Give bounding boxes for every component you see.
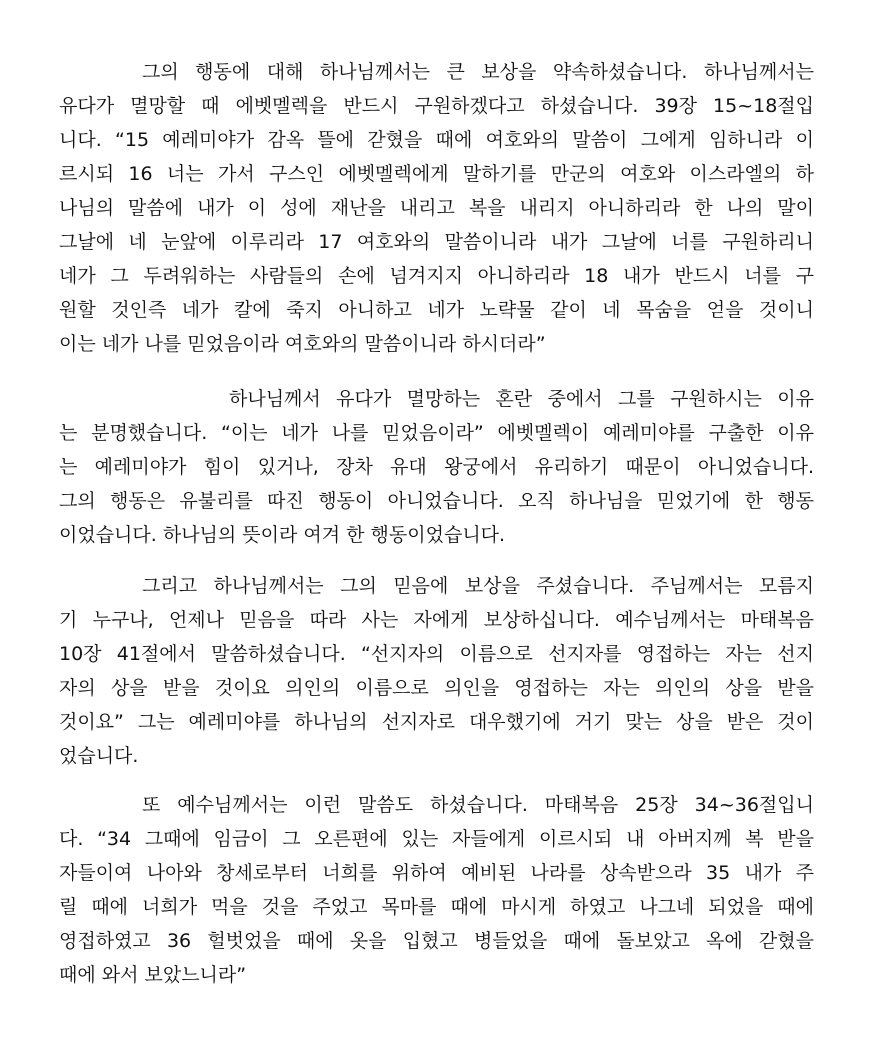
- paragraph-1-line-4: 르시되 16 너는 가서 구스인 에벳멜렉에게 말하기를 만군의 여호와 이스라엘의 하: [59, 163, 814, 185]
- paragraph-1-line-3: 니다. “15 예레미야가 감옥 뜰에 갇혔을 때에 여호와의 말씀이 그에게 임하니라 이: [59, 129, 814, 151]
- paragraph-1-line-7: 네가 그 두려워하는 사람들의 손에 넘겨지지 아니하리라 18 내가 반드시 너를 구: [59, 265, 814, 287]
- paragraph-3-line-6: 었습니다.: [59, 745, 139, 767]
- paragraph-2-line-4: 그의 행동은 유불리를 따진 행동이 아니었습니다. 오직 하나님을 믿었기에 한 행동: [59, 490, 814, 512]
- paragraph-2-line-3: 는 예레미야가 힘이 있거나, 장차 유대 왕궁에서 유리하기 때문이 아니었습니다.: [59, 456, 814, 478]
- paragraph-2-line-1: 하나님께서 유다가 멸망하는 혼란 중에서 그를 구원하시는 이유: [229, 388, 814, 410]
- paragraph-4-line-1: 또 예수님께서는 이런 말씀도 하셨습니다. 마태복음 25장 34~36절입니: [142, 794, 814, 816]
- paragraph-2-line-5: 이었습니다. 하나님의 뜻이라 여겨 한 행동이었습니다.: [59, 524, 506, 546]
- paragraph-4-line-4: 릴 때에 너희가 먹을 것을 주었고 목마를 때에 마시게 하였고 나그네 되었을 때에: [59, 896, 814, 918]
- paragraph-1-line-9: 이는 네가 나를 믿었음이라 여호와의 말씀이니라 하시더라”: [59, 333, 546, 355]
- paragraph-1-line-2: 유다가 멸망할 때 에벳멜렉을 반드시 구원하겠다고 하셨습니다. 39장 15~18절입: [59, 95, 814, 117]
- paragraph-3-line-2: 기 누구나, 언제나 믿음을 따라 사는 자에게 보상하십니다. 예수님께서는 마태복음: [59, 609, 814, 631]
- paragraph-3-line-4: 자의 상을 받을 것이요 의인의 이름으로 의인을 영접하는 자는 의인의 상을 받을: [59, 677, 814, 699]
- paragraph-4-line-3: 자들이여 나아와 창세로부터 너희를 위하여 예비된 나라를 상속받으라 35 내가 주: [59, 862, 814, 884]
- paragraph-1-line-5: 나님의 말씀에 내가 이 성에 재난을 내리고 복을 내리지 아니하리라 한 나의 말이: [59, 197, 814, 219]
- paragraph-1-line-8: 원할 것인즉 네가 칼에 죽지 아니하고 네가 노략물 같이 네 목숨을 얻을 것이니: [59, 299, 814, 321]
- paragraph-3-line-1: 그리고 하나님께서는 그의 믿음에 보상을 주셨습니다. 주님께서는 모름지: [142, 575, 814, 597]
- paragraph-4-line-5: 영접하였고 36 헐벗었을 때에 옷을 입혔고 병들었을 때에 돌보았고 옥에 갇혔을: [59, 930, 814, 952]
- paragraph-3-line-3: 10장 41절에서 말씀하셨습니다. “선지자의 이름으로 선지자를 영접하는 자는 선지: [59, 643, 814, 665]
- paragraph-1-line-1: 그의 행동에 대해 하나님께서는 큰 보상을 약속하셨습니다. 하나님께서는: [142, 61, 814, 83]
- paragraph-1-line-6: 그날에 네 눈앞에 이루리라 17 여호와의 말씀이니라 내가 그날에 너를 구원하리니: [59, 231, 814, 253]
- paragraph-4-line-6: 때에 와서 보았느니라”: [59, 964, 247, 986]
- paragraph-2-line-2: 는 분명했습니다. “이는 네가 나를 믿었음이라” 에벳멜렉이 예레미야를 구출한 이유: [59, 422, 814, 444]
- paragraph-3-line-5: 것이요” 그는 예레미야를 하나님의 선지자로 대우했기에 거기 맞는 상을 받은 것이: [59, 711, 814, 733]
- paragraph-4-line-2: 다. “34 그때에 임금이 그 오른편에 있는 자들에게 이르시되 내 아버지께 복 받을: [59, 828, 814, 850]
